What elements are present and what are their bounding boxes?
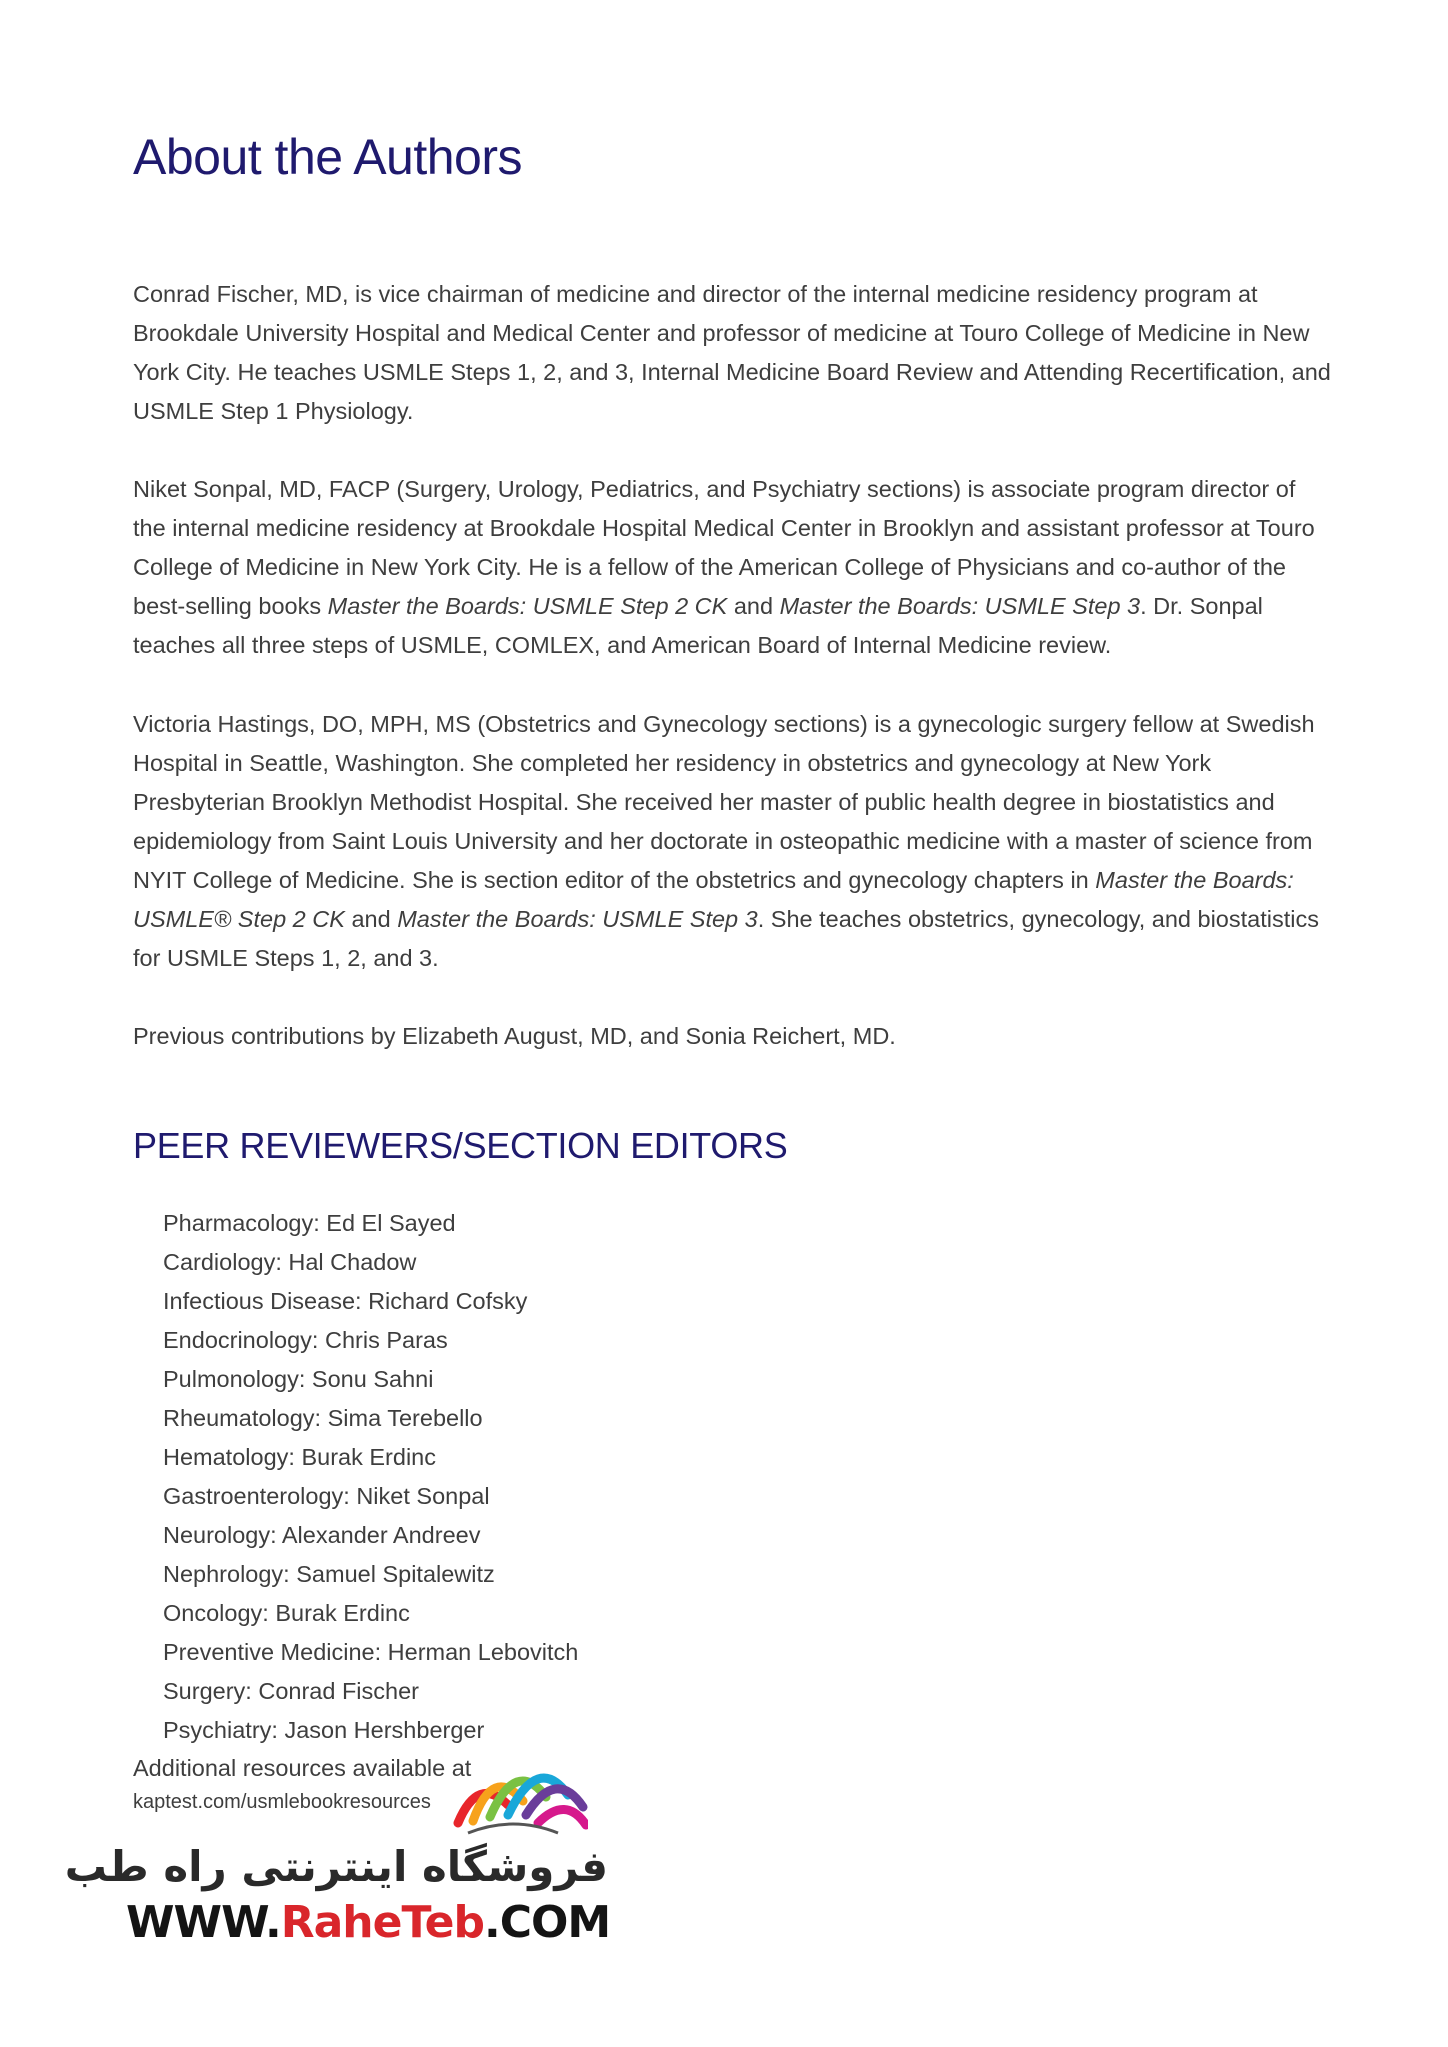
bio-text: . Dr. Sonpal teaches all three steps of USMLE, COMLEX, and American Board of Internal Medicine review. [133,593,1263,658]
list-item: Cardiology: Hal Chadow [163,1249,417,1275]
list-item: Oncology: Burak Erdinc [163,1600,410,1626]
resources-link[interactable]: kaptest.com/usmlebookresources [133,1791,431,1813]
book-title: Master the Boards: USMLE Step 3 [779,593,1141,619]
list-item: Surgery: Conrad Fischer [163,1678,419,1704]
list-item: Gastroenterology: Niket Sonpal [163,1483,490,1509]
list-item: Infectious Disease: Richard Cofsky [163,1288,528,1314]
watermark-persian-text: فروشگاه اینترنتی راه طب [64,1842,608,1891]
list-item: Psychiatry: Jason Hershberger [163,1717,485,1743]
list-item: Endocrinology: Chris Paras [163,1327,448,1353]
list-item: Hematology: Burak Erdinc [163,1444,436,1470]
watermark-url [126,1897,610,1948]
bio-text: . She teaches obstetrics, gynecology, and biostatistics for USMLE Steps 1, 2, and 3. [133,906,1319,971]
author-bio-fischer: Conrad Fischer, MD, is vice chairman of medicine and director of the internal medicine residency program at Brookdale University Hospital and Medical Center and professor of medicine at Touro College of Medicine in New York City. He teaches USMLE Steps 1, 2, and 3, Internal Medicine Board Review and Attending Recertification, and USMLE Step 1 Physiology. [133,281,1331,424]
watermark-url-prefix: WWW. [126,1897,281,1948]
list-item: Pulmonology: Sonu Sahni [163,1366,434,1392]
editors-heading: PEER REVIEWERS/SECTION EDITORS [133,1125,788,1166]
bio-text: Victoria Hastings, DO, MPH, MS (Obstetrics and Gynecology sections) is a gynecologic surgery fellow at Swedish Hospital in Seattle, Washington. She completed her residency in obstetrics and gynecology at New York Presbyterian Brooklyn Methodist Hospital. She received her master of public health degree in biostatistics and epidemiology from Saint Louis University and her doctorate in osteopathic medicine with a master of science from NYIT College of Medicine. She is section editor of the obstetrics and gynecology chapters in [133,711,1315,893]
list-item: Pharmacology: Ed El Sayed [163,1210,456,1236]
open-book-rainbow-icon [438,1745,588,1845]
book-title: Master the Boards: USMLE Step 2 CK [327,593,728,619]
page-title: About the Authors [133,129,523,185]
resources-label: Additional resources available at [133,1755,472,1781]
list-item: Nephrology: Samuel Spitalewitz [163,1561,495,1587]
book-title: Master the Boards: USMLE Step 3 [397,906,758,932]
bio-text: Niket Sonpal, MD, FACP (Surgery, Urology, Pediatrics, and Psychiatry sections) is associate program director of the internal medicine residency at Brookdale Hospital Medical Center in Brooklyn and assistant professor at Touro College of Medicine in New York City. He is a fellow of the American College of Physicians and co-author of the best-selling books [133,476,1315,619]
watermark-url-brand: RaheTeb [280,1897,484,1948]
list-item: Preventive Medicine: Herman Lebovitch [163,1639,579,1665]
list-item: Neurology: Alexander Andreev [163,1522,481,1548]
author-bio-hastings [133,705,1333,978]
author-bio-sonpal [133,470,1333,665]
previous-contributions: Previous contributions by Elizabeth August, MD, and Sonia Reichert, MD. [133,1023,896,1049]
book-title: Master the Boards: USMLE® Step 2 CK [133,867,1294,932]
bio-text: and [727,593,780,619]
watermark [64,1745,618,1948]
watermark-url-suffix: .COM [483,1897,611,1948]
editors-list [163,1204,578,1750]
bio-text: and [344,906,398,932]
list-item: Rheumatology: Sima Terebello [163,1405,483,1431]
